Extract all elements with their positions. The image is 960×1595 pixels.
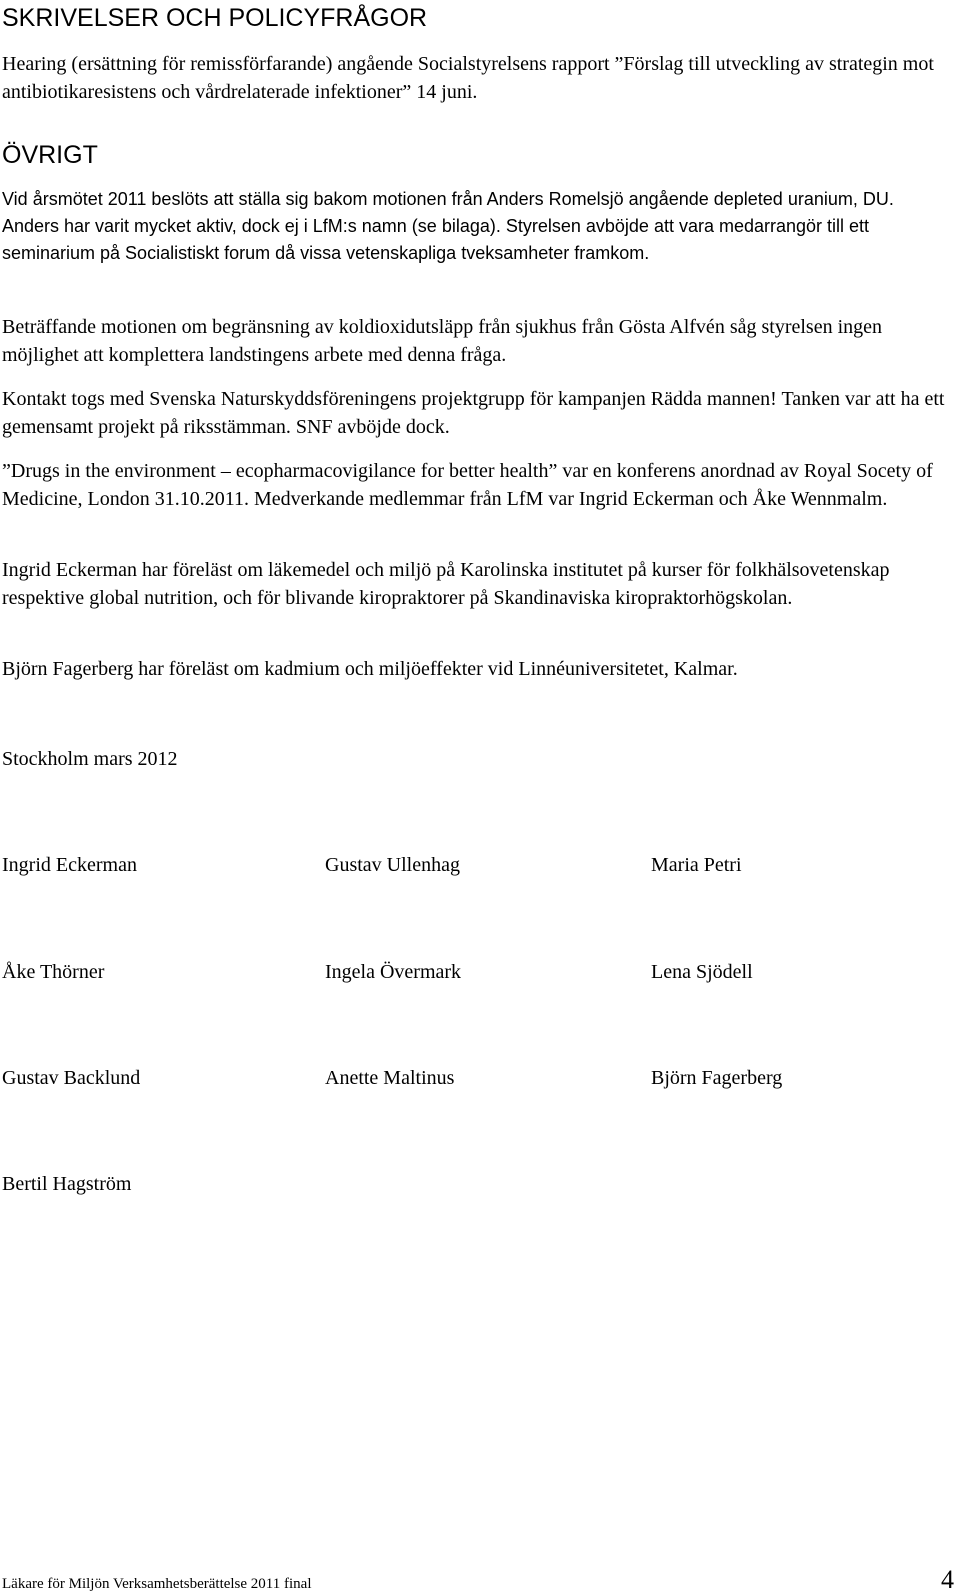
signature-name: Anette Maltinus <box>325 1067 455 1089</box>
signature-name: Gustav Ullenhag <box>325 854 460 876</box>
signature-name: Bertil Hagström <box>2 1173 132 1195</box>
place-date: Stockholm mars 2012 <box>2 748 178 770</box>
section-heading-ovrigt: ÖVRIGT <box>2 141 98 169</box>
signature-name: Gustav Backlund <box>2 1067 141 1089</box>
signature-name: Maria Petri <box>651 854 742 876</box>
paragraph-depleted-uranium: Vid årsmötet 2011 beslöts att ställa sig bakom motionen från Anders Romelsjö angående depleted uranium, DU. Anders har varit mycket aktiv, dock ej i LfM:s namn (se bilaga). Styrelsen avböjde att vara medarrangör till ett seminarium på Socialistiskt forum då vissa vetenskapliga tveksamheter framkom. <box>2 189 894 263</box>
section-heading-skrivelser: SKRIVELSER OCH POLICYFRÅGOR <box>2 4 428 32</box>
paragraph-lectures-eckerman: Ingrid Eckerman har föreläst om läkemedel och miljö på Karolinska institutet på kurser för folkhälsovetenskap respektive global nutrition, och för blivande kiropraktorer på Skandinaviska kiropraktorhögskolan. <box>2 559 890 609</box>
paragraph-conference: ”Drugs in the environment – ecopharmacovigilance for better health” var en konferens anordnad av Royal Socety of Medicine, London 31.10.2011. Medverkande medlemmar från LfM var Ingrid Eckerman och Åke Wennmalm. <box>2 460 933 510</box>
paragraph-lectures-fagerberg: Björn Fagerberg har föreläst om kadmium och miljöeffekter vid Linnéuniversitetet, Kalmar. <box>2 658 738 680</box>
signature-name: Åke Thörner <box>2 961 105 983</box>
paragraph-koldioxid: Beträffande motionen om begränsning av koldioxidutsläpp från sjukhus från Gösta Alfvén såg styrelsen ingen möjlighet att komplettera landstingens arbete med denna fråga. <box>2 316 882 366</box>
page-number: 4 <box>941 1565 954 1594</box>
paragraph-hearing: Hearing (ersättning för remissförfarande) angående Socialstyrelsens rapport ”Förslag till utveckling av strategin mot antibiotikaresistens och vårdrelaterade infektioner” 14 juni. <box>2 53 934 103</box>
paragraph-snf: Kontakt togs med Svenska Naturskyddsföreningens projektgrupp för kampanjen Rädda mannen! Tanken var att ha ett gemensamt projekt på riksstämman. SNF avböjde dock. <box>2 388 945 438</box>
signature-name: Lena Sjödell <box>651 961 753 983</box>
signature-name: Björn Fagerberg <box>651 1067 783 1089</box>
footer-text: Läkare för Miljön Verksamhetsberättelse 2011 final <box>2 1576 312 1592</box>
signature-name: Ingrid Eckerman <box>2 854 137 876</box>
signature-name: Ingela Övermark <box>325 961 462 983</box>
